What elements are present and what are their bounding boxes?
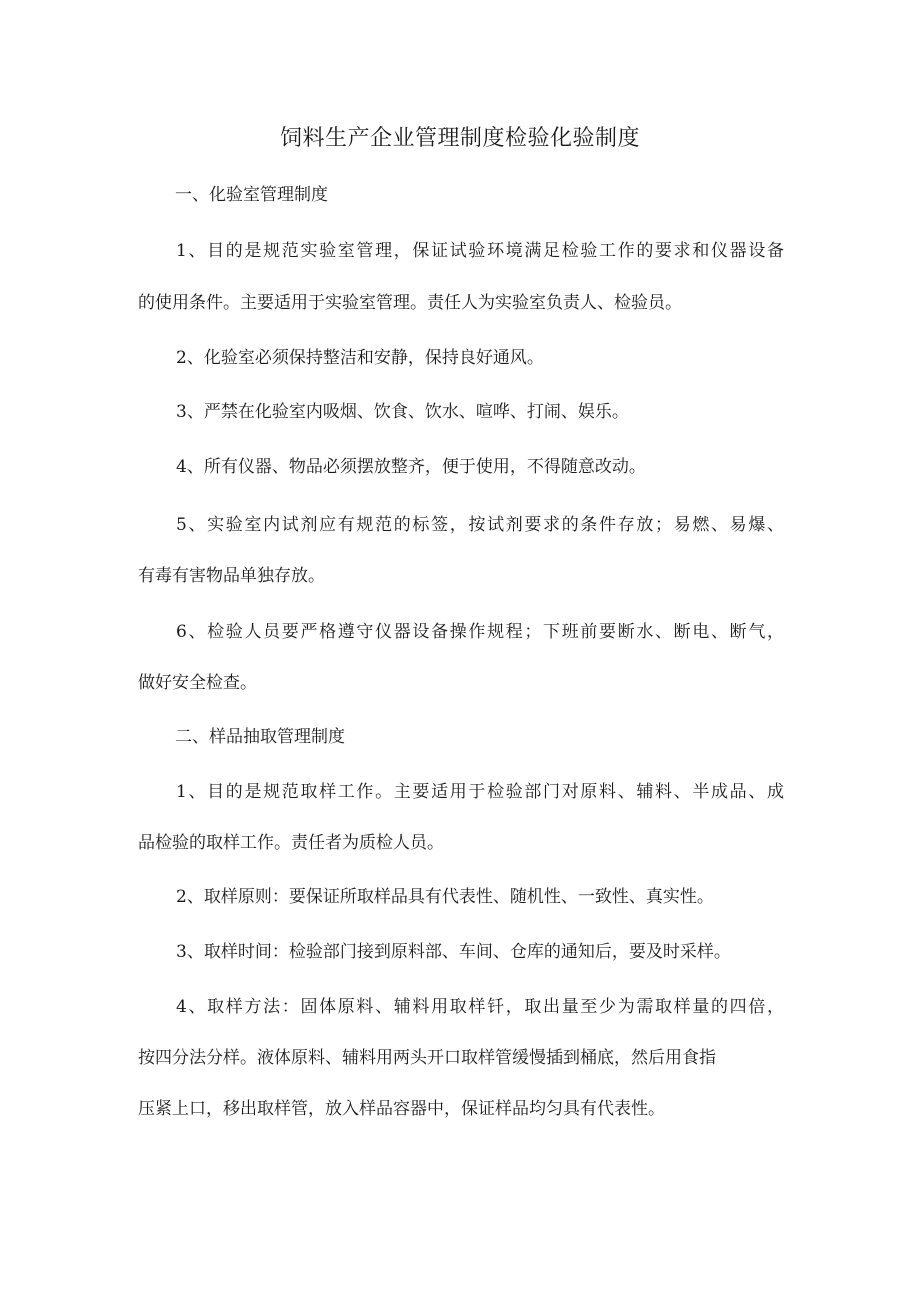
paragraph-line: 品检验的取样工作。责任者为质检人员。 (138, 833, 444, 853)
paragraph-line: 按四分法分样。液体原料、辅料用两头开口取样管缓慢插到桶底，然后用食指 (138, 1048, 716, 1068)
paragraph-line: 的使用条件。主要适用于实验室管理。责任人为实验室负责人、检验员。 (138, 293, 682, 313)
paragraph-line: 2、取样原则：要保证所取样品具有代表性、随机性、一致性、真实性。 (176, 887, 714, 907)
paragraph-line: 3、取样时间：检验部门接到原料部、车间、仓库的通知后，要及时采样。 (176, 942, 731, 962)
paragraph-line: 4、所有仪器、物品必须摆放整齐，便于使用，不得随意改动。 (176, 457, 646, 477)
paragraph-line: 1、目的是规范实验室管理，保证试验环境满足检验工作的要求和仪器设备 (176, 241, 784, 261)
document-title: 饲料生产企业管理制度检验化验制度 (279, 126, 640, 151)
paragraph-line: 6、检验人员要严格遵守仪器设备操作规程；下班前要断水、断电、断气， (176, 622, 784, 642)
paragraph-line: 压紧上口，移出取样管，放入样品容器中，保证样品均匀具有代表性。 (138, 1099, 665, 1119)
paragraph-line: 1、目的是规范取样工作。主要适用于检验部门对原料、辅料、半成品、成 (176, 782, 784, 802)
paragraph-line: 2、化验室必须保持整洁和安静，保持良好通风。 (176, 348, 544, 368)
paragraph-line: 5、实验室内试剂应有规范的标签，按试剂要求的条件存放；易燃、易爆、 (176, 515, 784, 535)
paragraph-line: 4、取样方法：固体原料、辅料用取样钎，取出量至少为需取样量的四倍， (176, 997, 784, 1017)
paragraph-line: 有毒有害物品单独存放。 (138, 566, 325, 586)
paragraph-line: 3、严禁在化验室内吸烟、饮食、饮水、喧哗、打闹、娱乐。 (176, 402, 629, 422)
section-heading-lab-management: 一、化验室管理制度 (175, 185, 328, 205)
section-heading-sampling-management: 二、样品抽取管理制度 (175, 727, 345, 747)
paragraph-line: 做好安全检查。 (138, 673, 257, 693)
